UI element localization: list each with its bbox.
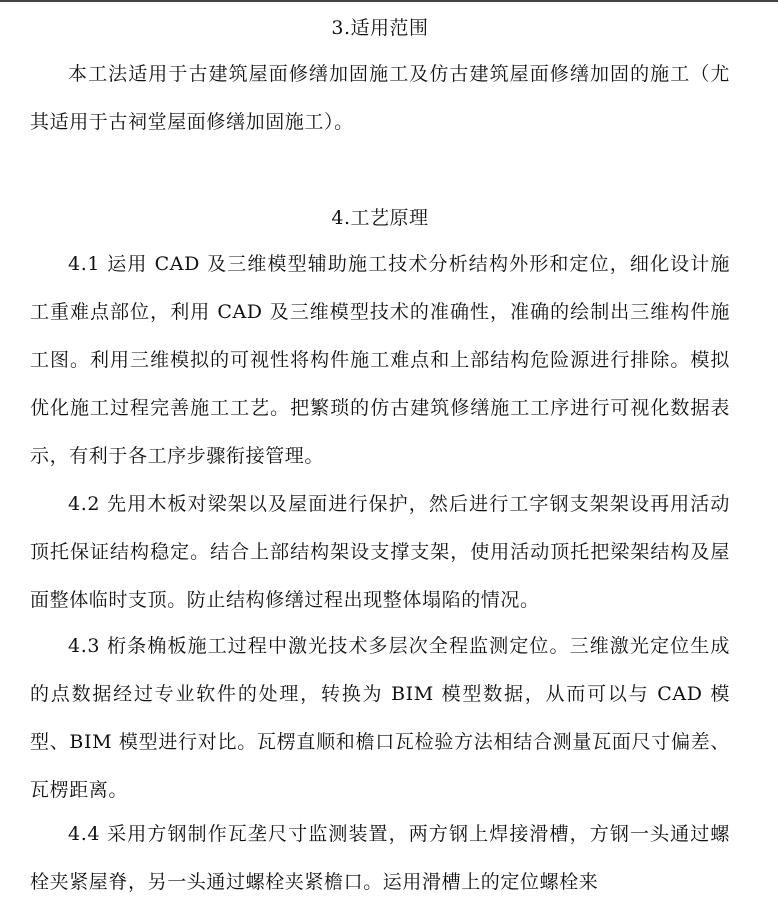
paragraph-4-4: 4.4 采用方钢制作瓦垄尺寸监测装置，两方钢上焊接滑槽，方钢一头通过螺栓夹紧屋脊，另一头通过螺栓夹紧檐口。运用滑槽上的定位螺栓来 xyxy=(30,823,730,893)
section-heading-scope: 3.适用范围 xyxy=(331,17,429,39)
paragraph-4-3: 4.3 桁条桷板施工过程中激光技术多层次全程监测定位。三维激光定位生成的点数据经过专业软件的处理，转换为 BIM 模型数据，从而可以与 CAD 模型、BIM 模型进行对比。瓦楞直顺和檐口瓦检验方法相结合测量瓦面尺寸偏差、瓦楞距离。 xyxy=(30,635,730,801)
section-heading-principle: 4.工艺原理 xyxy=(331,207,429,229)
paragraph-4-2: 4.2 先用木板对梁架以及屋面进行保护，然后进行工字钢支架架设再用活动顶托保证结构稳定。结合上部结构架设支撑支架，使用活动顶托把梁架结构及屋面整体临时支顶。防止结构修缮过程出现整体塌陷的情况。 xyxy=(30,493,730,611)
paragraph-4-1: 4.1 运用 CAD 及三维模型辅助施工技术分析结构外形和定位，细化设计施工重难点部位，利用 CAD 及三维模型技术的准确性，准确的绘制出三维构件施工图。利用三维模拟的可视性将构件施工难点和上部结构危险源进行排除。模拟优化施工过程完善施工工艺。把繁琐的仿古建筑修缮施工工序进行可视化数据表示，有利于各工序步骤衔接管理。 xyxy=(30,253,730,467)
page-top-rule xyxy=(0,0,778,2)
paragraph-scope: 本工法适用于古建筑屋面修缮加固施工及仿古建筑屋面修缮加固的施工（尤其适用于古祠堂屋面修缮加固施工）。 xyxy=(30,63,730,133)
